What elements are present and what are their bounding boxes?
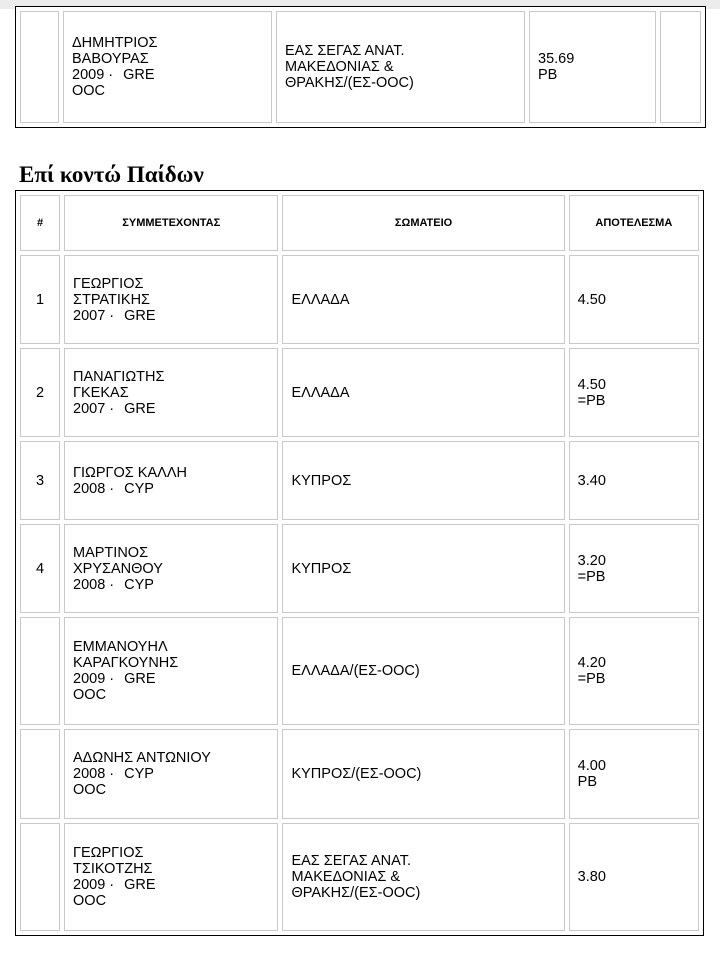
club-cell [282, 729, 564, 819]
club-cell [282, 441, 564, 520]
club-name-line: ΕΑΣ ΣΕΓΑΣ ΑΝΑΤ. [291, 853, 411, 869]
athlete-cell [64, 348, 278, 437]
result-cell [529, 11, 656, 123]
athlete-cell [64, 823, 278, 931]
table-row [20, 823, 699, 931]
athlete-name-line: ΑΔΩΝΗΣ ΑΝΤΩΝΙΟΥ [73, 750, 211, 766]
birth-year: 2009 · [73, 671, 115, 687]
table-row [20, 255, 699, 344]
club-cell [282, 823, 564, 931]
result-value: 4.50 [577, 376, 606, 393]
rank-cell [20, 729, 60, 819]
rank-cell: 3 [20, 441, 60, 520]
header-rank: # [20, 195, 60, 251]
club-cell [276, 11, 525, 123]
club-name-line: ΜΑΚΕΔΟΝΙΑΣ & [285, 59, 394, 75]
table-row [20, 729, 699, 819]
table-row [20, 348, 699, 437]
rank-cell: 2 [20, 348, 60, 437]
athlete-cell [64, 441, 278, 520]
competition-note: OOC [72, 83, 106, 99]
birth-year: 2008 · [73, 480, 115, 497]
club-name-line: ΘΡΑΚΗΣ/(ΕΣ-ΟΟC) [285, 75, 414, 91]
result-cell [569, 823, 699, 931]
birth-year: 2007 · [73, 307, 115, 324]
competition-note: OOC [73, 687, 107, 703]
athlete-meta-line [73, 877, 277, 893]
header-athlete: ΣΥΜΜΕΤΕΧΟΝΤΑΣ [64, 195, 278, 251]
result-value: 3.20 [577, 552, 606, 569]
result-cell [569, 729, 699, 819]
athlete-cell [64, 524, 278, 613]
club-name-line: ΘΡΑΚΗΣ/(ΕΣ-ΟΟC) [291, 885, 421, 901]
athlete-name-line: ΣΤΡΑΤΙΚΗΣ [73, 291, 151, 308]
header-club: ΣΩΜΑΤΕΙΟ [282, 195, 564, 251]
country-code: CYP [124, 480, 154, 497]
result-value: 4.20 [577, 655, 606, 671]
athlete-name-line: ΚΑΡΑΓΚΟΥΝΗΣ [73, 655, 179, 671]
previous-results-body [20, 11, 701, 123]
result-note: PB [577, 774, 597, 790]
club-name-line: ΕΛΛΑΔΑ [291, 291, 350, 308]
club-cell [282, 255, 564, 344]
club-name-line: ΚΥΠΡΟΣ [291, 560, 352, 577]
athlete-cell [64, 255, 278, 344]
header-row [20, 195, 699, 251]
result-value: 4.50 [577, 291, 606, 308]
result-cell [569, 441, 699, 520]
rank-cell [20, 11, 59, 123]
country-code: GRE [123, 67, 155, 83]
table-row [20, 524, 699, 613]
birth-year: 2008 · [73, 766, 115, 782]
country-code: CYP [124, 766, 154, 782]
rank-cell [20, 823, 60, 931]
result-value: 35.69 [538, 51, 575, 67]
athlete-meta-line [73, 401, 277, 417]
result-cell [569, 617, 699, 725]
result-note: =PB [577, 568, 606, 585]
athlete-name-line: ΧΡΥΣΑΝΘΟΥ [73, 560, 163, 577]
athlete-name-line: ΕΜΜΑΝΟΥΗΛ [73, 639, 168, 655]
athlete-cell [64, 617, 278, 725]
results-body [20, 255, 699, 931]
athlete-name-line: ΔΗΜΗΤΡΙΟΣ [72, 35, 158, 51]
result-cell [569, 255, 699, 344]
athlete-name-line: ΓΕΩΡΓΙΟΣ [73, 275, 144, 292]
club-name-line: ΚΥΠΡΟΣ/(ΕΣ-ΟΟC) [291, 766, 422, 782]
rank-cell [20, 617, 60, 725]
athlete-meta-line [73, 481, 277, 497]
rank-cell: 1 [20, 255, 60, 344]
club-cell [282, 348, 564, 437]
athlete-cell [64, 729, 278, 819]
birth-year: 2009 · [73, 877, 115, 893]
previous-results-table [15, 6, 706, 128]
athlete-name-line: ΓΚΕΚΑΣ [73, 384, 129, 401]
result-note: =PB [577, 671, 606, 687]
athlete-name-line: ΓΙΩΡΓΟΣ ΚΑΛΛΗ [73, 464, 187, 481]
result-cell [569, 348, 699, 437]
birth-year: 2009 · [72, 67, 114, 83]
rank-cell: 4 [20, 524, 60, 613]
table-row [20, 441, 699, 520]
athlete-name-line: ΓΕΩΡΓΙΟΣ [73, 845, 144, 861]
athlete-meta-line [73, 671, 277, 687]
country-code: GRE [124, 400, 156, 417]
table-row [20, 11, 701, 123]
country-code: GRE [124, 671, 156, 687]
section-title: Επί κοντώ Παίδων [19, 162, 204, 187]
club-name-line: ΚΥΠΡΟΣ [291, 472, 352, 489]
club-name-line: ΕΛΛΑΔΑ/(ΕΣ-ΟΟC) [291, 663, 420, 679]
result-note: PB [538, 67, 558, 83]
empty-cell [660, 11, 701, 123]
birth-year: 2008 · [73, 576, 115, 593]
athlete-meta-line [72, 67, 271, 83]
country-code: GRE [124, 307, 156, 324]
athlete-meta-line [73, 308, 277, 324]
athlete-name-line: ΜΑΡΤΙΝΟΣ [73, 544, 149, 561]
club-cell [282, 617, 564, 725]
competition-note: OOC [73, 893, 107, 909]
athlete-meta-line [73, 766, 277, 782]
result-value: 3.40 [577, 472, 606, 489]
athlete-meta-line [73, 577, 277, 593]
country-code: GRE [124, 877, 156, 893]
header-result: ΑΠΟΤΕΛΕΣΜΑ [569, 195, 699, 251]
table-row [20, 617, 699, 725]
athlete-cell [63, 11, 272, 123]
club-name-line: ΜΑΚΕΔΟΝΙΑΣ & [291, 869, 401, 885]
results-table [15, 190, 704, 936]
birth-year: 2007 · [73, 400, 115, 417]
athlete-name-line: ΠΑΝΑΓΙΩΤΗΣ [73, 368, 165, 385]
club-cell [282, 524, 564, 613]
result-value: 3.80 [577, 869, 606, 885]
result-cell [569, 524, 699, 613]
athlete-name-line: ΤΣΙΚΟΤΖΗΣ [73, 861, 153, 877]
athlete-name-line: ΒΑΒΟΥΡΑΣ [72, 51, 149, 67]
result-note: =PB [577, 392, 606, 409]
result-value: 4.00 [577, 758, 606, 774]
club-name-line: ΕΑΣ ΣΕΓΑΣ ΑΝΑΤ. [285, 43, 405, 59]
club-name-line: ΕΛΛΑΔΑ [291, 384, 350, 401]
competition-note: OOC [73, 782, 107, 798]
country-code: CYP [124, 576, 154, 593]
